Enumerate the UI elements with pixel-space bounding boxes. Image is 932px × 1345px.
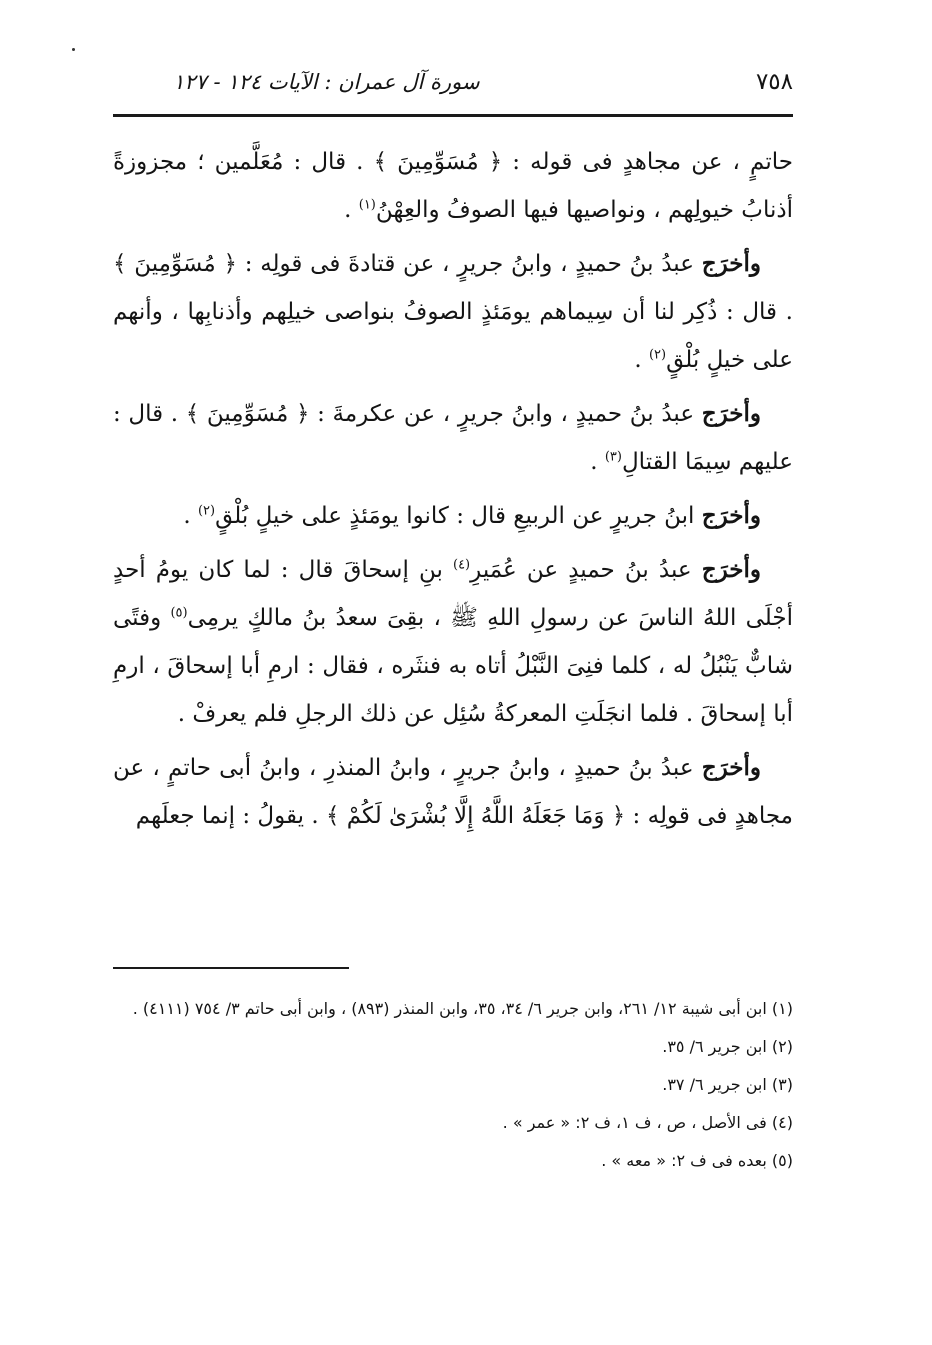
- footnote-marker: (٥): [170, 605, 188, 621]
- footnote-marker: (٣): [604, 449, 622, 465]
- paragraph-text: عبدُ بنُ حميدٍ ، وابنُ جريرٍ ، وابنُ المنذرِ ، وابنُ أبى حاتمٍ ، عن مجاهدٍ فى قولِه : ﴿ وَمَا جَعَلَهُ اللَّهُ إِلَّا بُشْرَىٰ لَكُمْ ﴾ . يقولُ : إنما جعلَهم: [113, 755, 793, 829]
- paragraph-lead: وأخرَج: [701, 754, 761, 781]
- paragraph-text: عبدُ بنُ حميدٍ ، وابنُ جريرٍ ، عن عكرمةَ : ﴿ مُسَوِّمِينَ ﴾ . قال : عليهم سِيمَا القتالِ: [113, 401, 793, 475]
- scan-dot: [72, 48, 75, 51]
- paragraph-text: .: [590, 449, 605, 475]
- paragraph-6: [113, 744, 793, 840]
- footnote-5: (٥) بعده فى ف ٢: « معه » .: [601, 1151, 793, 1170]
- paragraph-5: [113, 546, 793, 738]
- footnote-rule: [113, 967, 349, 969]
- footnote-3: (٣) ابن جرير ٦/ ٣٧.: [662, 1075, 793, 1094]
- paragraph-4: [113, 492, 793, 540]
- paragraph-lead: وأخرَج: [701, 502, 761, 529]
- paragraph-text: ابنُ جريرٍ عن الربيعِ قال : كانوا يومَئذٍ على خيلٍ بُلْقٍ: [215, 503, 702, 529]
- footnote-marker: (٢): [648, 347, 667, 363]
- paragraph-text: وفتًى شابٌّ يَنْبُلُ له ، كلما فنِىَ النَّبْلُ أتاه به فنثَره ، فقال : ارمِ أبا إسحاقَ ، ارمِ أبا إسحاقَ . فلما انجَلَتِ المعركةُ سُئِل عن ذلك الرجلِ فلم يعرفْ .: [113, 605, 793, 727]
- paragraph-lead: وأخرَج: [701, 400, 761, 427]
- book-page: [113, 0, 793, 1345]
- paragraph-text: عبدُ بنُ حميدٍ عن عُمَيرِ: [470, 557, 702, 583]
- footnotes: [113, 990, 793, 1180]
- paragraph-1: [113, 138, 793, 234]
- paragraph-text: بنِ إسحاقَ قال : لما كان يومُ أحدٍ أجْلَى اللهُ الناسَ عن رسولِ اللهِ ﷺ ، بقِىَ سعدُ بنُ مالكٍ يرمِى: [113, 557, 793, 631]
- paragraph-text: .: [183, 503, 198, 529]
- body-text: [113, 138, 793, 846]
- footnote-marker: (١): [358, 197, 376, 213]
- paragraph-2: [113, 240, 793, 384]
- header-rule: [113, 114, 793, 117]
- footnote-4: (٤) فى الأصل ، ص ، ف ١، ف ٢: « عمر » .: [502, 1113, 793, 1132]
- paragraph-3: [113, 390, 793, 486]
- paragraph-text: عبدُ بنُ حميدٍ ، وابنُ جريرٍ ، عن قتادةَ فى قولِه : ﴿ مُسَوِّمِينَ ﴾ . قال : ذُكِر لنا أن سِيماهم يومَئذٍ الصوفُ بنواصى خيلِهم وأذنابِها ، وأنهم على خيلٍ بُلْقٍ: [113, 251, 793, 373]
- page-number: ٧٥٨: [755, 69, 793, 95]
- page-header: [113, 62, 793, 102]
- footnote-marker: (٤): [452, 557, 471, 573]
- paragraph-text: .: [634, 347, 649, 373]
- running-title: سورة آل عمران : الآيات ١٢٤ - ١٢٧: [173, 70, 480, 94]
- footnote-1: (١) ابن أبى شيبة ١٢/ ٢٦١، وابن جرير ٦/ ٣٤، ٣٥، وابن المنذر (٨٩٣) ، وابن أبى حاتم ٣/ ٧٥٤ (٤١١١) .: [132, 999, 793, 1018]
- paragraph-text: حاتمٍ ، عن مجاهدٍ فى قوله : ﴿ مُسَوِّمِينَ ﴾ . قال : مُعَلَّمين ؛ مجزوزةً أذنابُ خيولِهم ، ونواصيها فيها الصوفُ والعِهْنُ: [113, 149, 793, 223]
- paragraph-text: .: [344, 197, 359, 223]
- paragraph-lead: وأخرَج: [701, 250, 761, 277]
- footnote-2: (٢) ابن جرير ٦/ ٣٥.: [662, 1037, 793, 1056]
- paragraph-lead: وأخرَج: [701, 556, 761, 583]
- footnote-marker: (٢): [197, 503, 216, 519]
